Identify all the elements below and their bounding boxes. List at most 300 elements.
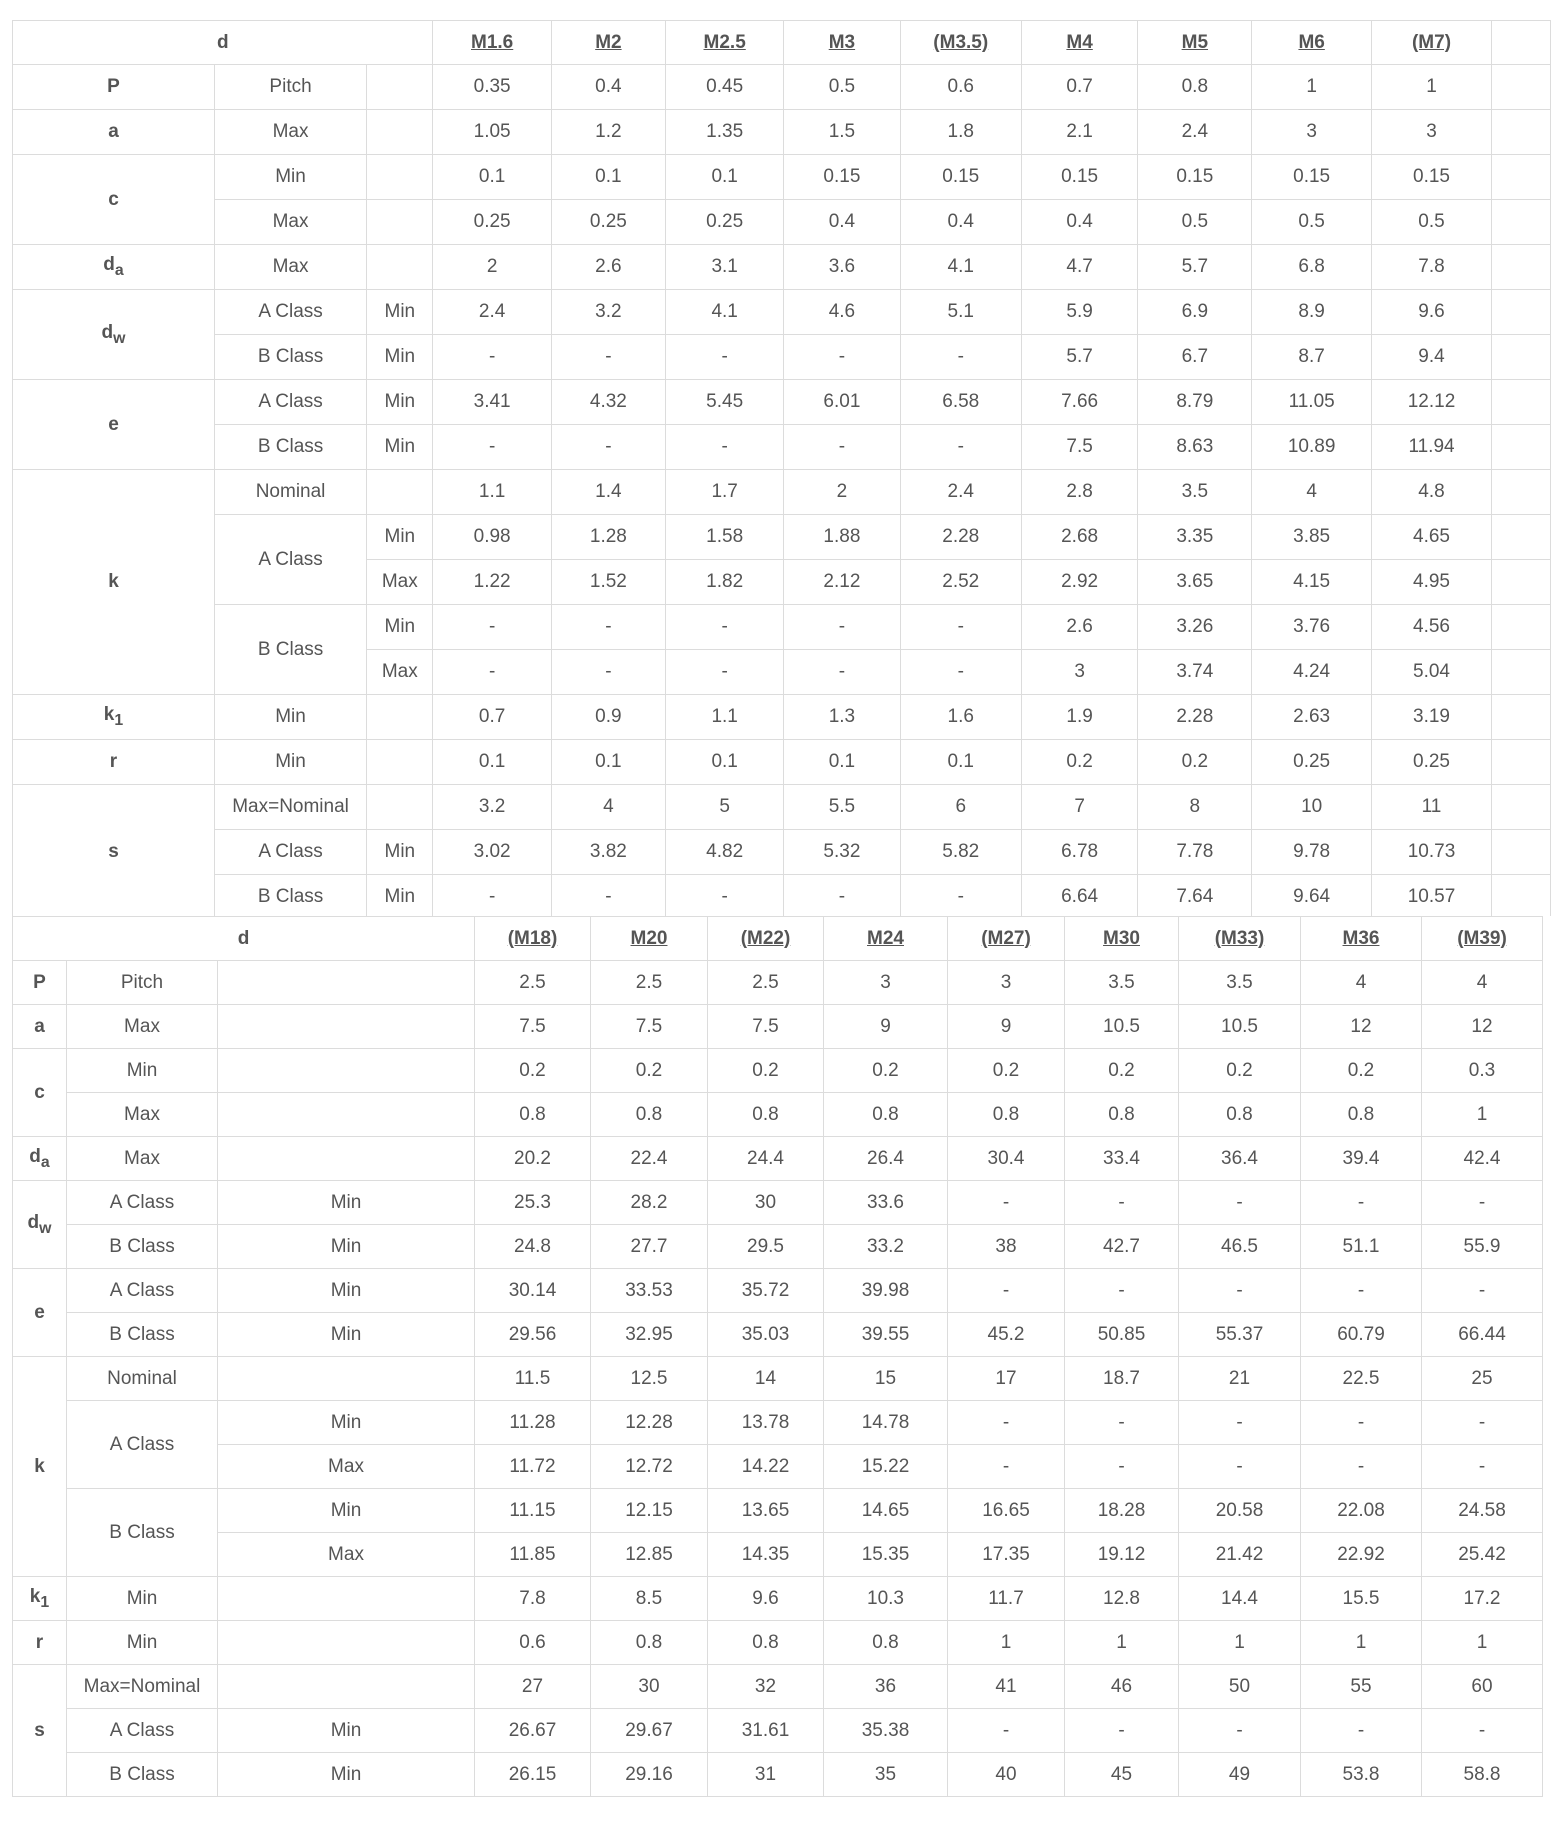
table-row: [13, 1225, 1543, 1269]
value-cell: -: [1422, 1445, 1543, 1489]
value-cell: 17.2: [1422, 1577, 1543, 1621]
table-row: [13, 695, 1551, 740]
value-cell: 0.7: [1022, 65, 1138, 110]
table-2-container: [12, 916, 1551, 1812]
value-cell: [1492, 200, 1551, 245]
value-cell: [1492, 380, 1551, 425]
value-cell: -: [551, 335, 665, 380]
value-cell: 6.01: [784, 380, 900, 425]
table-row: [13, 1533, 1543, 1577]
value-cell: [1492, 470, 1551, 515]
value-cell: [1492, 425, 1551, 470]
value-cell: -: [784, 650, 900, 695]
param-desc: Max=Nominal: [214, 785, 366, 830]
value-cell: 49: [1179, 1753, 1301, 1797]
param-label: P: [13, 65, 215, 110]
size-link[interactable]: M1.6: [433, 21, 551, 65]
value-cell: 7.5: [475, 1005, 591, 1049]
value-cell: 11.7: [948, 1577, 1065, 1621]
param-desc: Nominal: [214, 470, 366, 515]
value-cell: -: [900, 650, 1022, 695]
value-cell: 0.15: [1371, 155, 1491, 200]
table-row: [13, 1621, 1543, 1665]
param-desc: B Class: [67, 1225, 218, 1269]
param-class: Min: [218, 1313, 475, 1357]
value-cell: 9.78: [1252, 830, 1371, 875]
value-cell: 16.65: [948, 1489, 1065, 1533]
param-desc: Min: [67, 1049, 218, 1093]
value-cell: 15.22: [824, 1445, 948, 1489]
value-cell: -: [1179, 1445, 1301, 1489]
value-cell: 30.4: [948, 1137, 1065, 1181]
value-cell: 2: [433, 245, 551, 290]
value-cell: -: [666, 335, 784, 380]
value-cell: 7.78: [1138, 830, 1252, 875]
value-cell: 1: [1301, 1621, 1422, 1665]
value-cell: 0.7: [433, 695, 551, 740]
value-cell: 0.1: [433, 155, 551, 200]
param-desc: B Class: [67, 1313, 218, 1357]
size-link[interactable]: M4: [1022, 21, 1138, 65]
value-cell: 25.42: [1422, 1533, 1543, 1577]
param-symbol: d: [103, 254, 115, 276]
size-link[interactable]: M2.5: [666, 21, 784, 65]
value-cell: 60: [1422, 1665, 1543, 1709]
spec-table-2: [12, 916, 1543, 1797]
value-cell: 0.8: [824, 1093, 948, 1137]
param-label: c: [13, 1049, 67, 1137]
value-cell: 3.85: [1252, 515, 1371, 560]
value-cell: 3: [1371, 110, 1491, 155]
param-desc: Max: [214, 110, 366, 155]
size-link[interactable]: M20: [591, 917, 708, 961]
param-desc: Min: [67, 1577, 218, 1621]
param-desc: B Class: [214, 605, 366, 695]
value-cell: 4: [1422, 961, 1543, 1005]
value-cell: 6.9: [1138, 290, 1252, 335]
value-cell: 2: [784, 470, 900, 515]
value-cell: 0.4: [1022, 200, 1138, 245]
value-cell: 30.14: [475, 1269, 591, 1313]
value-cell: 5.04: [1371, 650, 1491, 695]
value-cell: 29.56: [475, 1313, 591, 1357]
value-cell: 11.15: [475, 1489, 591, 1533]
param-symbol: d: [27, 1211, 40, 1233]
value-cell: 0.25: [433, 200, 551, 245]
value-cell: 46.5: [1179, 1225, 1301, 1269]
value-cell: -: [1301, 1445, 1422, 1489]
value-cell: 3.02: [433, 830, 551, 875]
value-cell: 0.2: [1138, 740, 1252, 785]
value-cell: 29.16: [591, 1753, 708, 1797]
value-cell: 7.64: [1138, 875, 1252, 917]
value-cell: 4.82: [666, 830, 784, 875]
value-cell: -: [551, 605, 665, 650]
value-cell: 9.64: [1252, 875, 1371, 917]
param-class: [367, 785, 433, 830]
value-cell: 31: [708, 1753, 824, 1797]
value-cell: 50: [1179, 1665, 1301, 1709]
value-cell: 45.2: [948, 1313, 1065, 1357]
value-cell: 1.8: [900, 110, 1022, 155]
value-cell: 0.5: [1252, 200, 1371, 245]
size-link[interactable]: (M33): [1179, 917, 1301, 961]
value-cell: 26.15: [475, 1753, 591, 1797]
value-cell: 60.79: [1301, 1313, 1422, 1357]
value-cell: -: [900, 875, 1022, 917]
param-subscript: 1: [40, 1593, 50, 1611]
value-cell: 0.2: [1022, 740, 1138, 785]
value-cell: 1.05: [433, 110, 551, 155]
value-cell: 27.7: [591, 1225, 708, 1269]
value-cell: 6.64: [1022, 875, 1138, 917]
value-cell: 27: [475, 1665, 591, 1709]
size-link[interactable]: (M3.5): [900, 21, 1022, 65]
value-cell: 5.7: [1138, 245, 1252, 290]
value-cell: 0.1: [666, 740, 784, 785]
param-desc: Min: [214, 695, 366, 740]
size-link[interactable]: (M18): [475, 917, 591, 961]
value-cell: 24.8: [475, 1225, 591, 1269]
table-row: [13, 830, 1551, 875]
value-cell: [1492, 605, 1551, 650]
param-desc: B Class: [67, 1753, 218, 1797]
value-cell: 28.2: [591, 1181, 708, 1225]
param-class: [218, 1005, 475, 1049]
value-cell: 8.79: [1138, 380, 1252, 425]
value-cell: 1: [948, 1621, 1065, 1665]
value-cell: 24.58: [1422, 1489, 1543, 1533]
value-cell: 11.94: [1371, 425, 1491, 470]
value-cell: 0.1: [551, 740, 665, 785]
value-cell: 4.6: [784, 290, 900, 335]
table-row: [13, 1445, 1543, 1489]
value-cell: 10.57: [1371, 875, 1491, 917]
value-cell: 3.76: [1252, 605, 1371, 650]
param-desc: A Class: [67, 1401, 218, 1489]
param-label: k: [13, 1357, 67, 1577]
param-class: [367, 695, 433, 740]
value-cell: 4.32: [551, 380, 665, 425]
value-cell: 5.5: [784, 785, 900, 830]
value-cell: 22.5: [1301, 1357, 1422, 1401]
value-cell: 5.7: [1022, 335, 1138, 380]
value-cell: -: [1065, 1445, 1179, 1489]
value-cell: 1.88: [784, 515, 900, 560]
param-class: Min: [218, 1225, 475, 1269]
value-cell: -: [784, 425, 900, 470]
value-cell: 1.52: [551, 560, 665, 605]
value-cell: -: [900, 335, 1022, 380]
value-cell: [1492, 335, 1551, 380]
value-cell: -: [551, 650, 665, 695]
d-header: d: [13, 917, 475, 961]
value-cell: 7.5: [1022, 425, 1138, 470]
param-label: [13, 1137, 67, 1181]
value-cell: 33.6: [824, 1181, 948, 1225]
param-desc: A Class: [214, 830, 366, 875]
value-cell: 13.78: [708, 1401, 824, 1445]
value-cell: 6.58: [900, 380, 1022, 425]
value-cell: 12.85: [591, 1533, 708, 1577]
value-cell: 5.82: [900, 830, 1022, 875]
param-class: Min: [367, 605, 433, 650]
value-cell: 29.5: [708, 1225, 824, 1269]
value-cell: [1492, 110, 1551, 155]
value-cell: 0.4: [551, 65, 665, 110]
value-cell: 3.6: [784, 245, 900, 290]
table-row: [13, 605, 1551, 650]
value-cell: -: [1422, 1401, 1543, 1445]
value-cell: 12.15: [591, 1489, 708, 1533]
value-cell: 8.5: [591, 1577, 708, 1621]
value-cell: [1492, 650, 1551, 695]
value-cell: 10.5: [1065, 1005, 1179, 1049]
value-cell: 0.2: [475, 1049, 591, 1093]
value-cell: 26.4: [824, 1137, 948, 1181]
value-cell: -: [1179, 1181, 1301, 1225]
size-link[interactable]: M2: [551, 21, 665, 65]
param-desc: B Class: [214, 425, 366, 470]
value-cell: 0.1: [433, 740, 551, 785]
value-cell: 33.4: [1065, 1137, 1179, 1181]
size-link[interactable]: M6: [1252, 21, 1371, 65]
size-link[interactable]: (M39): [1422, 917, 1543, 961]
value-cell: -: [1065, 1709, 1179, 1753]
size-link[interactable]: [1492, 21, 1551, 65]
value-cell: 35.72: [708, 1269, 824, 1313]
value-cell: 1.5: [784, 110, 900, 155]
value-cell: 0.15: [900, 155, 1022, 200]
size-header-row: [13, 21, 1551, 65]
value-cell: -: [433, 335, 551, 380]
param-class: Min: [218, 1753, 475, 1797]
value-cell: 55.9: [1422, 1225, 1543, 1269]
param-desc: Min: [214, 155, 366, 200]
value-cell: 0.25: [1252, 740, 1371, 785]
size-link[interactable]: M5: [1138, 21, 1252, 65]
value-cell: 0.98: [433, 515, 551, 560]
value-cell: -: [948, 1401, 1065, 1445]
value-cell: 1.7: [666, 470, 784, 515]
value-cell: 8.7: [1252, 335, 1371, 380]
value-cell: 2.63: [1252, 695, 1371, 740]
value-cell: 0.8: [1301, 1093, 1422, 1137]
value-cell: 0.15: [1252, 155, 1371, 200]
param-class: Min: [218, 1401, 475, 1445]
value-cell: 8.63: [1138, 425, 1252, 470]
table-row: [13, 65, 1551, 110]
value-cell: 2.5: [591, 961, 708, 1005]
value-cell: 5: [666, 785, 784, 830]
param-desc: Max: [214, 200, 366, 245]
value-cell: 30: [708, 1181, 824, 1225]
value-cell: 4.95: [1371, 560, 1491, 605]
value-cell: [1492, 515, 1551, 560]
value-cell: 14: [708, 1357, 824, 1401]
spec-table-1: [12, 20, 1551, 916]
value-cell: -: [551, 875, 665, 917]
size-link[interactable]: M3: [784, 21, 900, 65]
param-desc: Nominal: [67, 1357, 218, 1401]
value-cell: 41: [948, 1665, 1065, 1709]
value-cell: 35: [824, 1753, 948, 1797]
param-label: k: [13, 470, 215, 695]
value-cell: 2.5: [708, 961, 824, 1005]
param-class: Min: [218, 1489, 475, 1533]
value-cell: 4.15: [1252, 560, 1371, 605]
value-cell: [1492, 740, 1551, 785]
size-link[interactable]: M30: [1065, 917, 1179, 961]
value-cell: 2.92: [1022, 560, 1138, 605]
value-cell: 0.5: [784, 65, 900, 110]
value-cell: -: [784, 875, 900, 917]
value-cell: 1.22: [433, 560, 551, 605]
value-cell: 9: [948, 1005, 1065, 1049]
size-link[interactable]: (M7): [1371, 21, 1491, 65]
value-cell: 20.58: [1179, 1489, 1301, 1533]
value-cell: 3.2: [433, 785, 551, 830]
value-cell: 11.28: [475, 1401, 591, 1445]
value-cell: 55: [1301, 1665, 1422, 1709]
value-cell: 1.3: [784, 695, 900, 740]
value-cell: 0.1: [784, 740, 900, 785]
value-cell: 19.12: [1065, 1533, 1179, 1577]
value-cell: 1: [1065, 1621, 1179, 1665]
value-cell: 18.7: [1065, 1357, 1179, 1401]
param-desc: A Class: [67, 1181, 218, 1225]
value-cell: 4.8: [1371, 470, 1491, 515]
table-row: [13, 290, 1551, 335]
param-desc: A Class: [214, 515, 366, 605]
value-cell: 1.58: [666, 515, 784, 560]
table-row: [13, 1489, 1543, 1533]
value-cell: 0.3: [1422, 1049, 1543, 1093]
param-label: e: [13, 380, 215, 470]
size-link[interactable]: (M22): [708, 917, 824, 961]
value-cell: 7.5: [708, 1005, 824, 1049]
param-class: [218, 1137, 475, 1181]
value-cell: 0.8: [1138, 65, 1252, 110]
param-class: [367, 200, 433, 245]
param-class: [367, 110, 433, 155]
value-cell: 2.28: [900, 515, 1022, 560]
table-row: [13, 1665, 1543, 1709]
value-cell: 0.4: [784, 200, 900, 245]
value-cell: 12: [1422, 1005, 1543, 1049]
value-cell: -: [433, 605, 551, 650]
value-cell: 3: [948, 961, 1065, 1005]
value-cell: 4.7: [1022, 245, 1138, 290]
value-cell: 25: [1422, 1357, 1543, 1401]
value-cell: 0.2: [824, 1049, 948, 1093]
param-label: [13, 1181, 67, 1269]
value-cell: 5.1: [900, 290, 1022, 335]
param-subscript: w: [39, 1219, 52, 1237]
value-cell: -: [784, 335, 900, 380]
param-label: [13, 695, 215, 740]
table-row: [13, 1753, 1543, 1797]
value-cell: -: [900, 605, 1022, 650]
table-row: [13, 110, 1551, 155]
size-link[interactable]: (M27): [948, 917, 1065, 961]
table-row: [13, 425, 1551, 470]
value-cell: 10.3: [824, 1577, 948, 1621]
value-cell: 1.82: [666, 560, 784, 605]
value-cell: 2.4: [900, 470, 1022, 515]
value-cell: 14.78: [824, 1401, 948, 1445]
param-class: Min: [367, 875, 433, 917]
value-cell: 5.32: [784, 830, 900, 875]
value-cell: 14.65: [824, 1489, 948, 1533]
value-cell: 10.73: [1371, 830, 1491, 875]
value-cell: 8.9: [1252, 290, 1371, 335]
value-cell: 0.6: [475, 1621, 591, 1665]
param-desc: B Class: [214, 875, 366, 917]
value-cell: 39.55: [824, 1313, 948, 1357]
param-label: e: [13, 1269, 67, 1357]
value-cell: -: [784, 605, 900, 650]
param-class: Max: [218, 1533, 475, 1577]
param-subscript: a: [114, 261, 124, 279]
value-cell: 0.8: [824, 1621, 948, 1665]
value-cell: 50.85: [1065, 1313, 1179, 1357]
param-class: [218, 1049, 475, 1093]
value-cell: 0.2: [591, 1049, 708, 1093]
value-cell: [1492, 290, 1551, 335]
value-cell: 2.68: [1022, 515, 1138, 560]
value-cell: 15: [824, 1357, 948, 1401]
param-desc: A Class: [67, 1269, 218, 1313]
param-desc: Max: [67, 1093, 218, 1137]
value-cell: 0.8: [591, 1621, 708, 1665]
param-subscript: w: [113, 329, 126, 347]
value-cell: -: [1422, 1181, 1543, 1225]
value-cell: 20.2: [475, 1137, 591, 1181]
value-cell: 2.52: [900, 560, 1022, 605]
value-cell: 33.2: [824, 1225, 948, 1269]
value-cell: 12: [1301, 1005, 1422, 1049]
param-label: c: [13, 155, 215, 245]
value-cell: 3.19: [1371, 695, 1491, 740]
param-symbol: k: [29, 1585, 41, 1607]
value-cell: -: [666, 650, 784, 695]
value-cell: 12.72: [591, 1445, 708, 1489]
value-cell: 35.38: [824, 1709, 948, 1753]
value-cell: 17.35: [948, 1533, 1065, 1577]
table-row: [13, 335, 1551, 380]
value-cell: 11.5: [475, 1357, 591, 1401]
param-class: Max: [367, 650, 433, 695]
value-cell: 21.42: [1179, 1533, 1301, 1577]
value-cell: 42.4: [1422, 1137, 1543, 1181]
value-cell: 11.85: [475, 1533, 591, 1577]
value-cell: 53.8: [1301, 1753, 1422, 1797]
value-cell: 0.5: [1371, 200, 1491, 245]
value-cell: 2.6: [551, 245, 665, 290]
value-cell: 66.44: [1422, 1313, 1543, 1357]
param-class: Min: [367, 425, 433, 470]
value-cell: 22.92: [1301, 1533, 1422, 1577]
value-cell: 7.66: [1022, 380, 1138, 425]
param-class: [218, 1357, 475, 1401]
param-class: Max: [367, 560, 433, 605]
size-link[interactable]: M36: [1301, 917, 1422, 961]
value-cell: -: [948, 1709, 1065, 1753]
value-cell: 0.25: [666, 200, 784, 245]
size-link[interactable]: M24: [824, 917, 948, 961]
value-cell: 2.12: [784, 560, 900, 605]
